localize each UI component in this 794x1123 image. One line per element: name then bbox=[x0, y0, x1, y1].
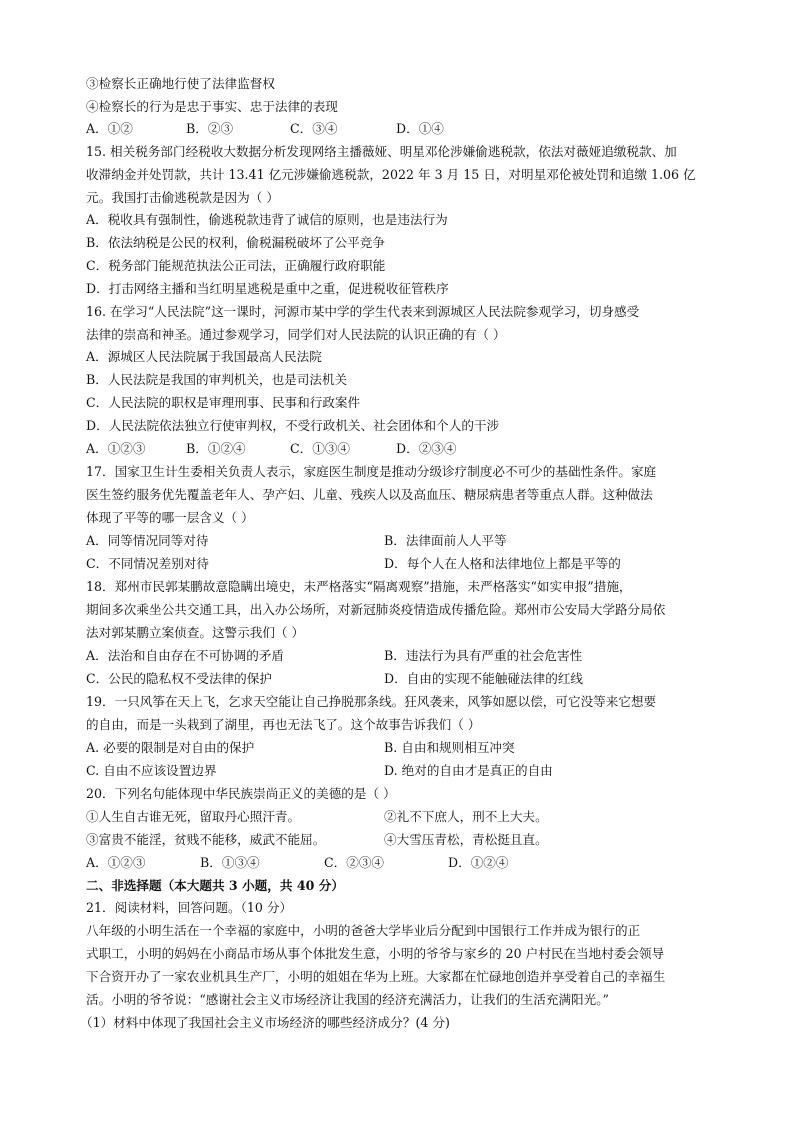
q19-stem-line-1: 19．一只风筝在天上飞，乞求天空能让自己挣脱那条线。狂风袭来，风筝如愿以偿，可它没等来它想要 bbox=[86, 694, 657, 709]
q16-item-a: A．源城区人民法院属于我国最高人民法院 bbox=[86, 349, 322, 364]
q20-choice-d[interactable]: D．①②④ bbox=[448, 855, 509, 870]
q16-choices bbox=[0, 439, 794, 459]
q21-material-line-2: 式职工，小明的妈妈在小商品市场从事个体批发生意，小明的爷爷与家乡的 20 户村民在当地村委会领导 bbox=[86, 946, 665, 961]
q18-stem-line-2: 期间多次乘坐公共交通工具，出入办公场所，对新冠肺炎疫情造成传播危险。郑州市公安局大学路分局依 bbox=[86, 602, 666, 617]
q20-choice-a[interactable]: A．①②③ bbox=[86, 855, 146, 870]
q14-item-4: ④检察长的行为是忠于事实、忠于法律的表现 bbox=[86, 99, 338, 114]
q16-item-c: C．人民法院的职权是审理刑事、民事和行政案件 bbox=[86, 395, 361, 410]
q18-option-d[interactable]: D．自由的实现不能触碰法律的红线 bbox=[384, 671, 584, 686]
q18-option-a[interactable]: A．法治和自由存在不可协调的矛盾 bbox=[86, 648, 285, 663]
section-2-title: 二、非选择题（本大题共 3 小题，共 40 分） bbox=[86, 878, 344, 893]
q17-stem-line-3: 体现了平等的哪一层含义（ ） bbox=[86, 510, 254, 525]
q16-choice-b[interactable]: B．①②④ bbox=[186, 441, 246, 456]
q21-subquestion-1: （1）材料中体现了我国社会主义市场经济的哪些经济成分？(4 分) bbox=[80, 1015, 450, 1030]
q19-option-c[interactable]: C. 自由不应该设置边界 bbox=[86, 763, 217, 778]
q19-option-d[interactable]: D. 绝对的自由才是真正的自由 bbox=[384, 763, 553, 778]
q20-item-4: ④大雪压青松，青松挺且直。 bbox=[384, 832, 548, 847]
q18-stem-line-1: 18．郑州市民郭某鹏故意隐瞒出境史，未严格落实“隔离观察”措施，未严格落实“如实申报”措施， bbox=[86, 579, 632, 594]
q21-material-line-4: 活。小明的爷爷说：“感谢社会主义市场经济让我国的经济充满活力，让我们的生活充满阳光。” bbox=[86, 992, 609, 1007]
q17-option-c[interactable]: C．不同情况差别对待 bbox=[86, 556, 209, 571]
q21-material-line-1: 八年级的小明生活在一个幸福的家庭中，小明的爸爸大学毕业后分配到中国银行工作并成为银行的正 bbox=[86, 923, 641, 938]
q17-option-b[interactable]: B．法律面前人人平等 bbox=[384, 533, 507, 548]
q20-stem: 20．下列名句能体现中华民族崇尚正义的美德的是（ ） bbox=[86, 786, 396, 801]
q16-item-d: D．人民法院依法独立行使审判权，不受行政机关、社会团体和个人的干涉 bbox=[86, 418, 500, 433]
q18-option-c[interactable]: C．公民的隐私权不受法律的保护 bbox=[86, 671, 272, 686]
q15-stem-line-3: 元。我国打击偷逃税款是因为（ ） bbox=[86, 190, 279, 205]
q16-stem-line-1: 16. 在学习“人民法院”这一课时，河源市某中学的学生代表来到源城区人民法院参观学习，切身感受 bbox=[86, 304, 640, 319]
q16-stem-line-2: 法律的崇高和神圣。通过参观学习，同学们对人民法院的认识正确的有（ ） bbox=[86, 327, 506, 342]
q16-item-b: B．人民法院是我国的审判机关，也是司法机关 bbox=[86, 372, 348, 387]
q14-option-b[interactable]: B．②③ bbox=[186, 121, 234, 136]
q17-option-a[interactable]: A．同等情况同等对待 bbox=[86, 533, 209, 548]
q20-item-3: ③富贵不能淫，贫贱不能移，威武不能屈。 bbox=[86, 832, 326, 847]
q17-stem-line-2: 医生签约服务优先覆盖老年人、孕产妇、儿童、残疾人以及高血压、糖尿病患者等重点人群。这种做法 bbox=[86, 487, 653, 502]
q19-option-b[interactable]: B. 自由和规则相互冲突 bbox=[384, 740, 515, 755]
q20-choice-b[interactable]: B．①③④ bbox=[200, 855, 260, 870]
q20-item-2: ②礼不下庶人，刑不上大夫。 bbox=[384, 809, 548, 824]
q18-stem-line-3: 法对郭某鹏立案侦查。这警示我们（ ） bbox=[86, 625, 305, 640]
q15-stem-line-1: 15. 相关税务部门经税收大数据分析发现网络主播薇娅、明星邓伦涉嫌偷逃税款，依法对薇娅追缴税款、加 bbox=[86, 144, 677, 159]
q14-option-a[interactable]: A．①② bbox=[86, 121, 133, 136]
q16-choice-d[interactable]: D．②③④ bbox=[396, 441, 457, 456]
q14-option-d[interactable]: D．①④ bbox=[396, 121, 444, 136]
q15-option-d[interactable]: D．打击网络主播和当红明星逃税是重中之重，促进税收征管秩序 bbox=[86, 281, 449, 296]
q18-option-b[interactable]: B．违法行为具有严重的社会危害性 bbox=[384, 648, 583, 663]
q15-option-b[interactable]: B．依法纳税是公民的权利，偷税漏税破坏了公平竞争 bbox=[86, 235, 385, 250]
q21-material-line-3: 下合资开办了一家农业机具生产厂，小明的姐姐在华为上班。大家都在忙碌地创造并享受着自己的幸福生 bbox=[86, 969, 666, 984]
q15-option-a[interactable]: A．税收具有强制性，偷逃税款违背了诚信的原则，也是违法行为 bbox=[86, 212, 448, 227]
q17-stem-line-1: 17．国家卫生计生委相关负责人表示，家庭医生制度是推动分级诊疗制度必不可少的基础性条件。家庭 bbox=[86, 464, 657, 479]
q20-item-1: ①人生自古谁无死，留取丹心照汗青。 bbox=[86, 809, 301, 824]
q20-choices bbox=[0, 853, 794, 873]
q19-option-a[interactable]: A. 必要的限制是对自由的保护 bbox=[86, 740, 255, 755]
q16-choice-c[interactable]: C．①③④ bbox=[290, 441, 351, 456]
q19-stem-line-2: 的自由，而是一头栽到了湖里，再也无法飞了。这个故事告诉我们（ ） bbox=[86, 717, 481, 732]
q17-option-d[interactable]: D．每个人在人格和法律地位上都是平等的 bbox=[384, 556, 621, 571]
q14-option-c[interactable]: C．③④ bbox=[290, 121, 338, 136]
q16-choice-a[interactable]: A．①②③ bbox=[86, 441, 146, 456]
q21-title: 21．阅读材料，回答问题。（10 分） bbox=[86, 900, 293, 915]
q14-item-3: ③检察长正确地行使了法律监督权 bbox=[86, 76, 275, 91]
q20-choice-c[interactable]: C．②③④ bbox=[324, 855, 385, 870]
q15-stem-line-2: 收滞纳金并处罚款，共计 13.41 亿元涉嫌偷逃税款，2022 年 3 月 15 日，对明星邓伦被处罚和追缴 1.06 亿 bbox=[86, 167, 696, 182]
q15-option-c[interactable]: C．税务部门能规范执法公正司法，正确履行政府职能 bbox=[86, 258, 386, 273]
q14-options bbox=[0, 119, 794, 139]
